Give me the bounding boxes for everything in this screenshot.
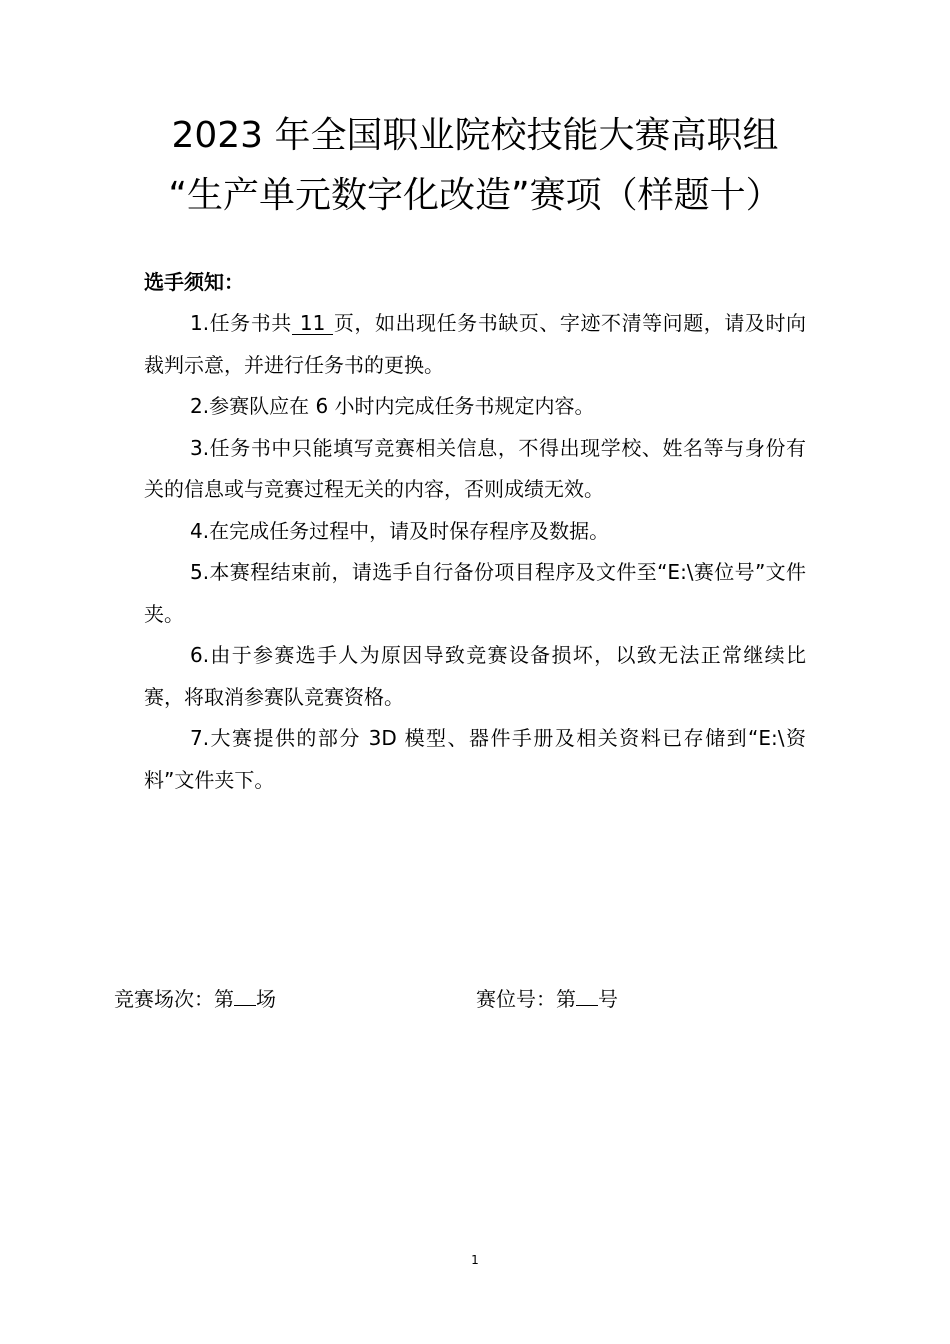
page-count-blank: 11 [292,312,333,335]
rule-1-text-before: 1.任务书共 [190,311,292,335]
rule-3: 3.任务书中只能填写竞赛相关信息，不得出现学校、姓名等与身份有关的信息或与竞赛过程无关的内容，否则成绩无效。 [144,435,806,501]
rules-list [144,303,806,801]
rule-1 [144,303,806,386]
seat-label-prefix: 赛位号：第 [476,987,576,1011]
session-label-prefix: 竞赛场次：第 [114,987,234,1011]
page-number: 1 [471,1253,479,1267]
rule-1-text-after: 页，如出现任务书缺页、字迹不清等问题，请及时向裁判示意，并进行任务书的更换。 [144,311,806,377]
document-title-line-1: 2023 年全国职业院校技能大赛高职组 [171,115,779,156]
seat-number-blank[interactable] [576,985,598,1006]
seat-number-field [476,985,618,1013]
rule-7: 7.大赛提供的部分 3D 模型、器件手册及相关资料已存储到“E:\资料”文件夹下。 [144,726,806,792]
session-label-suffix: 场 [256,987,276,1011]
notice-heading: 选手须知： [144,270,244,294]
rule-4: 4.在完成任务过程中，请及时保存程序及数据。 [190,518,610,543]
seat-label-suffix: 号 [598,987,618,1011]
session-number-blank[interactable] [234,985,256,1006]
rule-6: 6.由于参赛选手人为原因导致竞赛设备损坏，以致无法正常继续比赛，将取消参赛队竞赛资格。 [144,643,806,709]
document-title-line-2: “生产单元数字化改造”赛项（样题十） [168,175,782,216]
competition-session-field [114,985,276,1013]
rule-5: 5.本赛程结束前，请选手自行备份项目程序及文件至“E:\赛位号”文件夹。 [144,560,806,626]
rule-2: 2.参赛队应在 6 小时内完成任务书规定内容。 [190,394,595,418]
